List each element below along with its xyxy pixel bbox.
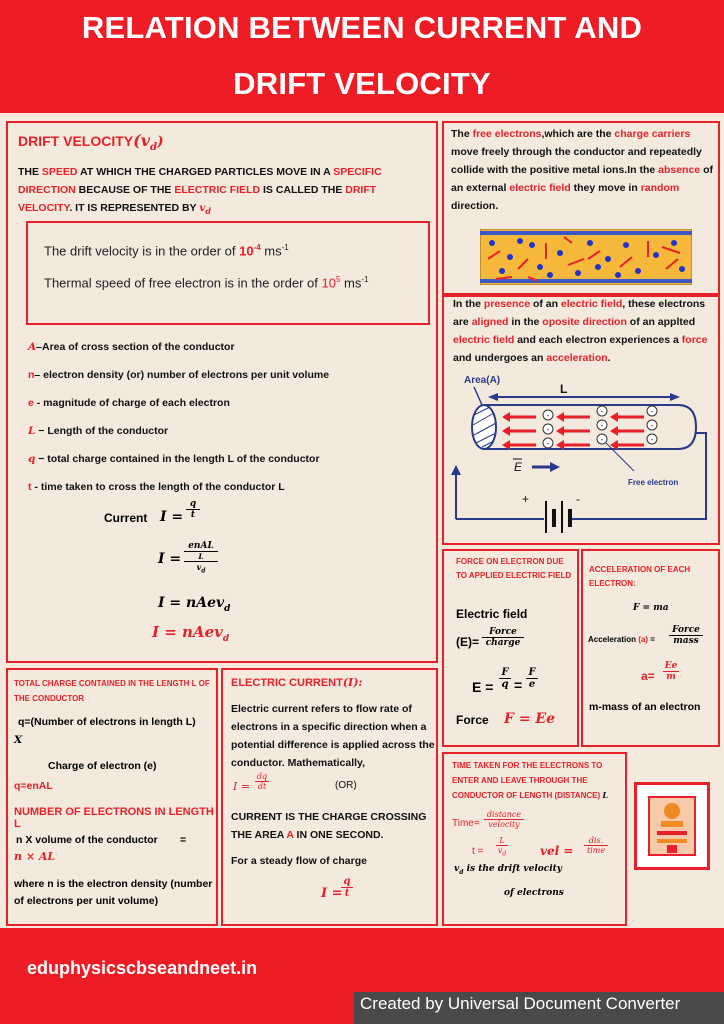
definitions-list [28,341,329,509]
pr-text: of an applted [626,316,696,328]
accel-Fma: F = ma [633,603,669,613]
nAev-red-sub: d [222,634,230,644]
electric-current-panel [221,668,438,926]
frac-num: q [341,876,353,888]
order-drift-value: 10 [239,243,254,259]
vd-sym: v [454,864,460,874]
pr-text: of an [530,298,561,310]
electron-sign: - [650,421,654,430]
frac-den: time [586,846,606,855]
electron-sign: - [600,435,604,444]
force-E-symbol: E [472,679,482,695]
frac-num: L [496,836,508,846]
def-desc: − Length of the conductor [35,425,169,437]
def-text: IS CALLED THE [260,184,346,196]
formula-nAev [158,595,230,614]
order-thermal-unit-exp: -1 [361,275,369,284]
converter-banner: Created by Universal Document Converter [354,992,724,1024]
pr-text: . [607,352,611,364]
frac-mid: L [184,552,218,562]
accel-Ee-m [663,661,679,682]
tvd: v [497,846,503,855]
current-crossing [231,808,431,844]
drift-velocity-panel [6,121,438,663]
order-box [26,221,430,325]
number-title: NUMBER OF ELECTRONS IN LENGTH L [14,806,214,830]
site-logo [634,782,710,870]
fe-text: ,which are the [541,128,615,140]
total-q-line: q=(Number of electrons in length L) [18,716,196,728]
pr-text: , these electrons are [453,298,706,328]
order-drift-exp: -4 [253,243,261,252]
total-charge-panel [6,668,218,926]
force-F-e [526,667,538,690]
pr-text: In the [453,298,484,310]
def-item-q [28,453,329,481]
order-drift-unit-exp: -1 [281,243,289,252]
force-label: Force [456,713,489,727]
frac-num: distance [484,810,524,820]
frac-num: F [499,667,511,679]
accel-mass-note: m-mass of an electron [589,701,701,713]
pr-force: force [681,334,708,346]
nAev-sub: d [224,603,231,614]
order-drift-unit: ms [260,243,282,259]
def-specific: SPECIFIC DIRECTION [18,166,382,196]
time-title-text: TIME TAKEN FOR THE ELECTRONS TO ENTER AND LEAVE THROUGH THE CONDUCTOR OF LENGTH (DISTANCE) [452,761,603,800]
force-eq-sign: = [514,677,523,693]
frac-num: dq [256,772,268,781]
pr-text: and each electron experiences a [514,334,682,346]
formula-nAev-red [152,623,229,644]
drift-title-close: ) [157,134,164,150]
frac-den: mass [673,636,699,646]
frac-num: enAL [184,541,218,552]
accel-label [588,635,655,644]
length-arrow-left [488,393,498,401]
frac-den: q [501,679,509,690]
conductor-outline [484,405,696,449]
drift-title [18,131,164,153]
frac-den: t [190,510,196,520]
total-X: X [14,734,23,746]
drift-definition [18,163,428,220]
current-title-sym: (I): [342,676,363,689]
def-desc: - time taken to cross the length of the conductor L [31,481,285,493]
aligned-arrows [508,417,644,445]
frac-den: velocity [488,820,520,829]
formula-I-eq-1: I = [160,509,184,525]
number-nx: n X volume of the conductor [16,834,158,846]
time-title-L: L [602,790,608,800]
force-panel [442,549,579,747]
vd-note-text: is the drift velocity [463,864,563,874]
battery-plus: + [522,492,530,506]
frac-num: dis. [584,836,608,846]
def-desc: – electron density (or) number of electrons per unit volume [34,369,330,381]
total-charge-line: Charge of electron (e) [48,760,157,772]
pr-opposite: oposite direction [542,316,627,328]
title-line-2: DRIFT VELOCITY [233,66,491,101]
def-speed: SPEED [41,166,78,178]
order-drift [44,243,289,258]
order-thermal-exp: 5 [335,275,341,284]
time-taken-panel [442,752,627,926]
force-E-eq: E = [472,679,494,695]
page-header [0,0,724,113]
order-drift-text: The drift velocity is in the order of [44,243,240,259]
accel-label-text: Acceleration [588,635,639,644]
time-title [452,758,624,803]
def-symbol: n [28,369,35,381]
fe-text: The [451,128,473,140]
random-motion-diagram [480,229,692,285]
electron-sign: - [546,411,550,420]
title-line-1: RELATION BETWEEN CURRENT AND [81,10,643,45]
free-electrons-panel [442,121,720,295]
vd-sub: d [459,868,464,876]
def-symbol-sub: d [205,206,211,217]
def-item-L [28,425,329,453]
time-eq: Time= [452,818,480,829]
logo-icon [637,785,707,867]
pr-presence: presence [483,298,531,310]
current-paragraph: Electric current refers to flow rate of electrons in a specific direction when a potential difference is applied across the conductor. Mathematically, [231,703,435,769]
current-c2: IN ONE SECOND. [293,829,384,841]
current-dq-dt [255,772,269,791]
pr-accel: acceleration [546,352,608,364]
def-symbol: q [28,453,36,465]
time-of-electrons: of electrons [504,888,564,898]
pr-field: electric field [560,298,623,310]
electron-sign: - [546,439,550,448]
def-desc: –Area of cross section of the conductor [36,341,235,353]
pr-text: and undergoes an [453,352,547,364]
force-FeqEe: F = Ee [504,711,555,727]
def-desc: - magnitude of charge of each electron [33,397,230,409]
def-field: ELECTRIC FIELD [174,184,261,196]
presence-text [453,295,719,367]
current-label: Current [104,511,148,525]
frac-num: q [186,499,200,510]
pr-field2: electric field [453,334,515,346]
def-symbol: L [28,425,36,437]
def-symbol: v [199,202,206,214]
current-q-t [341,876,353,899]
E-field-arrowhead [550,462,560,472]
frac-num: Ee [664,661,678,671]
electron-sign: - [600,407,604,416]
formula-fraction-1 [186,499,200,520]
time-dis-time [584,836,608,855]
accel-eq: = [648,635,655,644]
cross-section-ellipse [472,405,496,449]
def-symbol: e [28,397,34,409]
def-item-A [28,341,329,369]
def-text: BECAUSE OF THE [75,184,175,196]
time-L-vd [496,836,508,858]
current-I-eq-2: I = [321,886,343,901]
current-I-eq: I = [233,780,251,793]
electric-field-panel [442,295,720,545]
time-dist-vel [484,810,524,829]
time-t-eq: t = [472,846,484,857]
order-thermal-unit: ms [340,275,362,291]
fe-field: electric field [509,182,571,194]
site-url[interactable]: eduphysicscbseandneet.in [27,958,258,978]
def-symbol: A [28,341,37,353]
def-symbol: t [28,481,32,493]
pr-aligned: aligned [471,316,509,328]
force-F-q [499,667,511,690]
force-title: FORCE ON ELECTRON DUE TO APPLIED ELECTRIC FIELD [456,557,572,580]
def-text: THE [18,166,42,178]
free-electron-label: Free electron [628,478,679,487]
nAev-red-text: I = nAev [152,623,223,641]
area-pointer [474,387,482,405]
current-c1: CURRENT IS THE CHARGE CROSSING THE AREA [231,811,427,841]
vd-symbol: v [196,562,202,572]
aligned-electrons-diagram [444,371,718,541]
current-or: (OR) [335,780,357,791]
force-ef-label: Electric field [456,607,528,621]
area-label: Area(A) [464,375,501,386]
def-text: AT WHICH THE CHARGED PARTICLES MOVE IN A [77,166,334,178]
fe-text: of an external [451,164,713,194]
formula-fraction-2 [184,541,218,575]
total-where: where n is the electron density (number of electrons per unit volume) [14,878,213,907]
length-arrow-right [670,393,680,401]
order-thermal-text: Thermal speed of free electron is in the order of [44,275,322,291]
acceleration-panel [581,549,720,747]
drift-title-symbol: (v [133,131,150,150]
tvd-sub: d [502,850,507,858]
current-title [231,676,362,689]
accel-a: (a) [638,635,649,644]
vd-sub: d [201,567,206,575]
frac-den: m [666,672,676,682]
electron-sign: - [546,425,550,434]
fe-carriers: charge carriers [614,128,691,140]
def-item-n [28,369,329,397]
circuit-left-arrow [451,465,461,475]
frac-den: t [344,888,350,899]
electron-sign: - [650,435,654,444]
number-nAL: n × AL [14,850,56,863]
accel-title: ACCELERATION OF EACH ELECTRON: [589,565,691,588]
free-electrons-text [451,125,717,215]
def-text: . IT IS REPRESENTED BY [69,202,200,214]
force-E-label: (E)= [456,635,480,649]
fe-text: direction. [451,200,499,212]
total-title: TOTAL CHARGE CONTAINED IN THE LENGTH L OF THE CONDUCTOR [14,679,210,703]
def-dv: DRIFT VELOCITY [18,184,377,214]
free-electron-pointer [606,443,634,471]
fe-text: move freely through the conductor and repeatedly collide with the positive metal ions.In the [451,146,702,176]
drift-title-sub: d [150,141,157,153]
force-fraction [482,627,524,648]
fe-text: they move in [570,182,641,194]
total-q-enal: q=enAL [14,780,53,792]
time-vel-eq: vel = [540,844,574,858]
fe-free: free electrons [472,128,542,140]
length-L-label: L [560,382,568,396]
accel-fraction [669,625,703,646]
order-thermal-value: 10 [321,275,336,291]
fe-random: random [640,182,680,194]
frac-den: dt [257,782,267,791]
def-item-e [28,397,329,425]
frac-num: Force [669,625,703,636]
def-desc: − total charge contained in the length L of the conductor [35,453,320,465]
frac-den: charge [485,638,521,648]
drift-title-text: DRIFT VELOCITY [18,133,134,149]
frac-num: Force [482,627,524,638]
battery-minus: - [576,492,580,506]
E-field-symbol: E [514,460,523,474]
def-item-t [28,481,329,509]
frac-den [184,562,218,575]
pr-text: in the [508,316,543,328]
current-title-text: ELECTRIC CURRENT [231,677,343,689]
nAev-text: I = nAev [158,595,225,611]
number-eq: = [180,834,187,846]
current-A: A [286,829,294,841]
electron-sign: - [600,421,604,430]
fe-absence: absence [658,164,701,176]
time-vd-note [454,864,562,876]
frac-den [496,846,508,858]
electron-sign: - [650,407,654,416]
accel-a-eq: a= [641,669,655,683]
frac-den: e [528,679,536,690]
order-thermal [44,275,368,290]
frac-num: F [526,667,538,679]
formula-I-eq-2: I = [158,551,182,567]
current-steady: For a steady flow of charge [231,855,367,867]
